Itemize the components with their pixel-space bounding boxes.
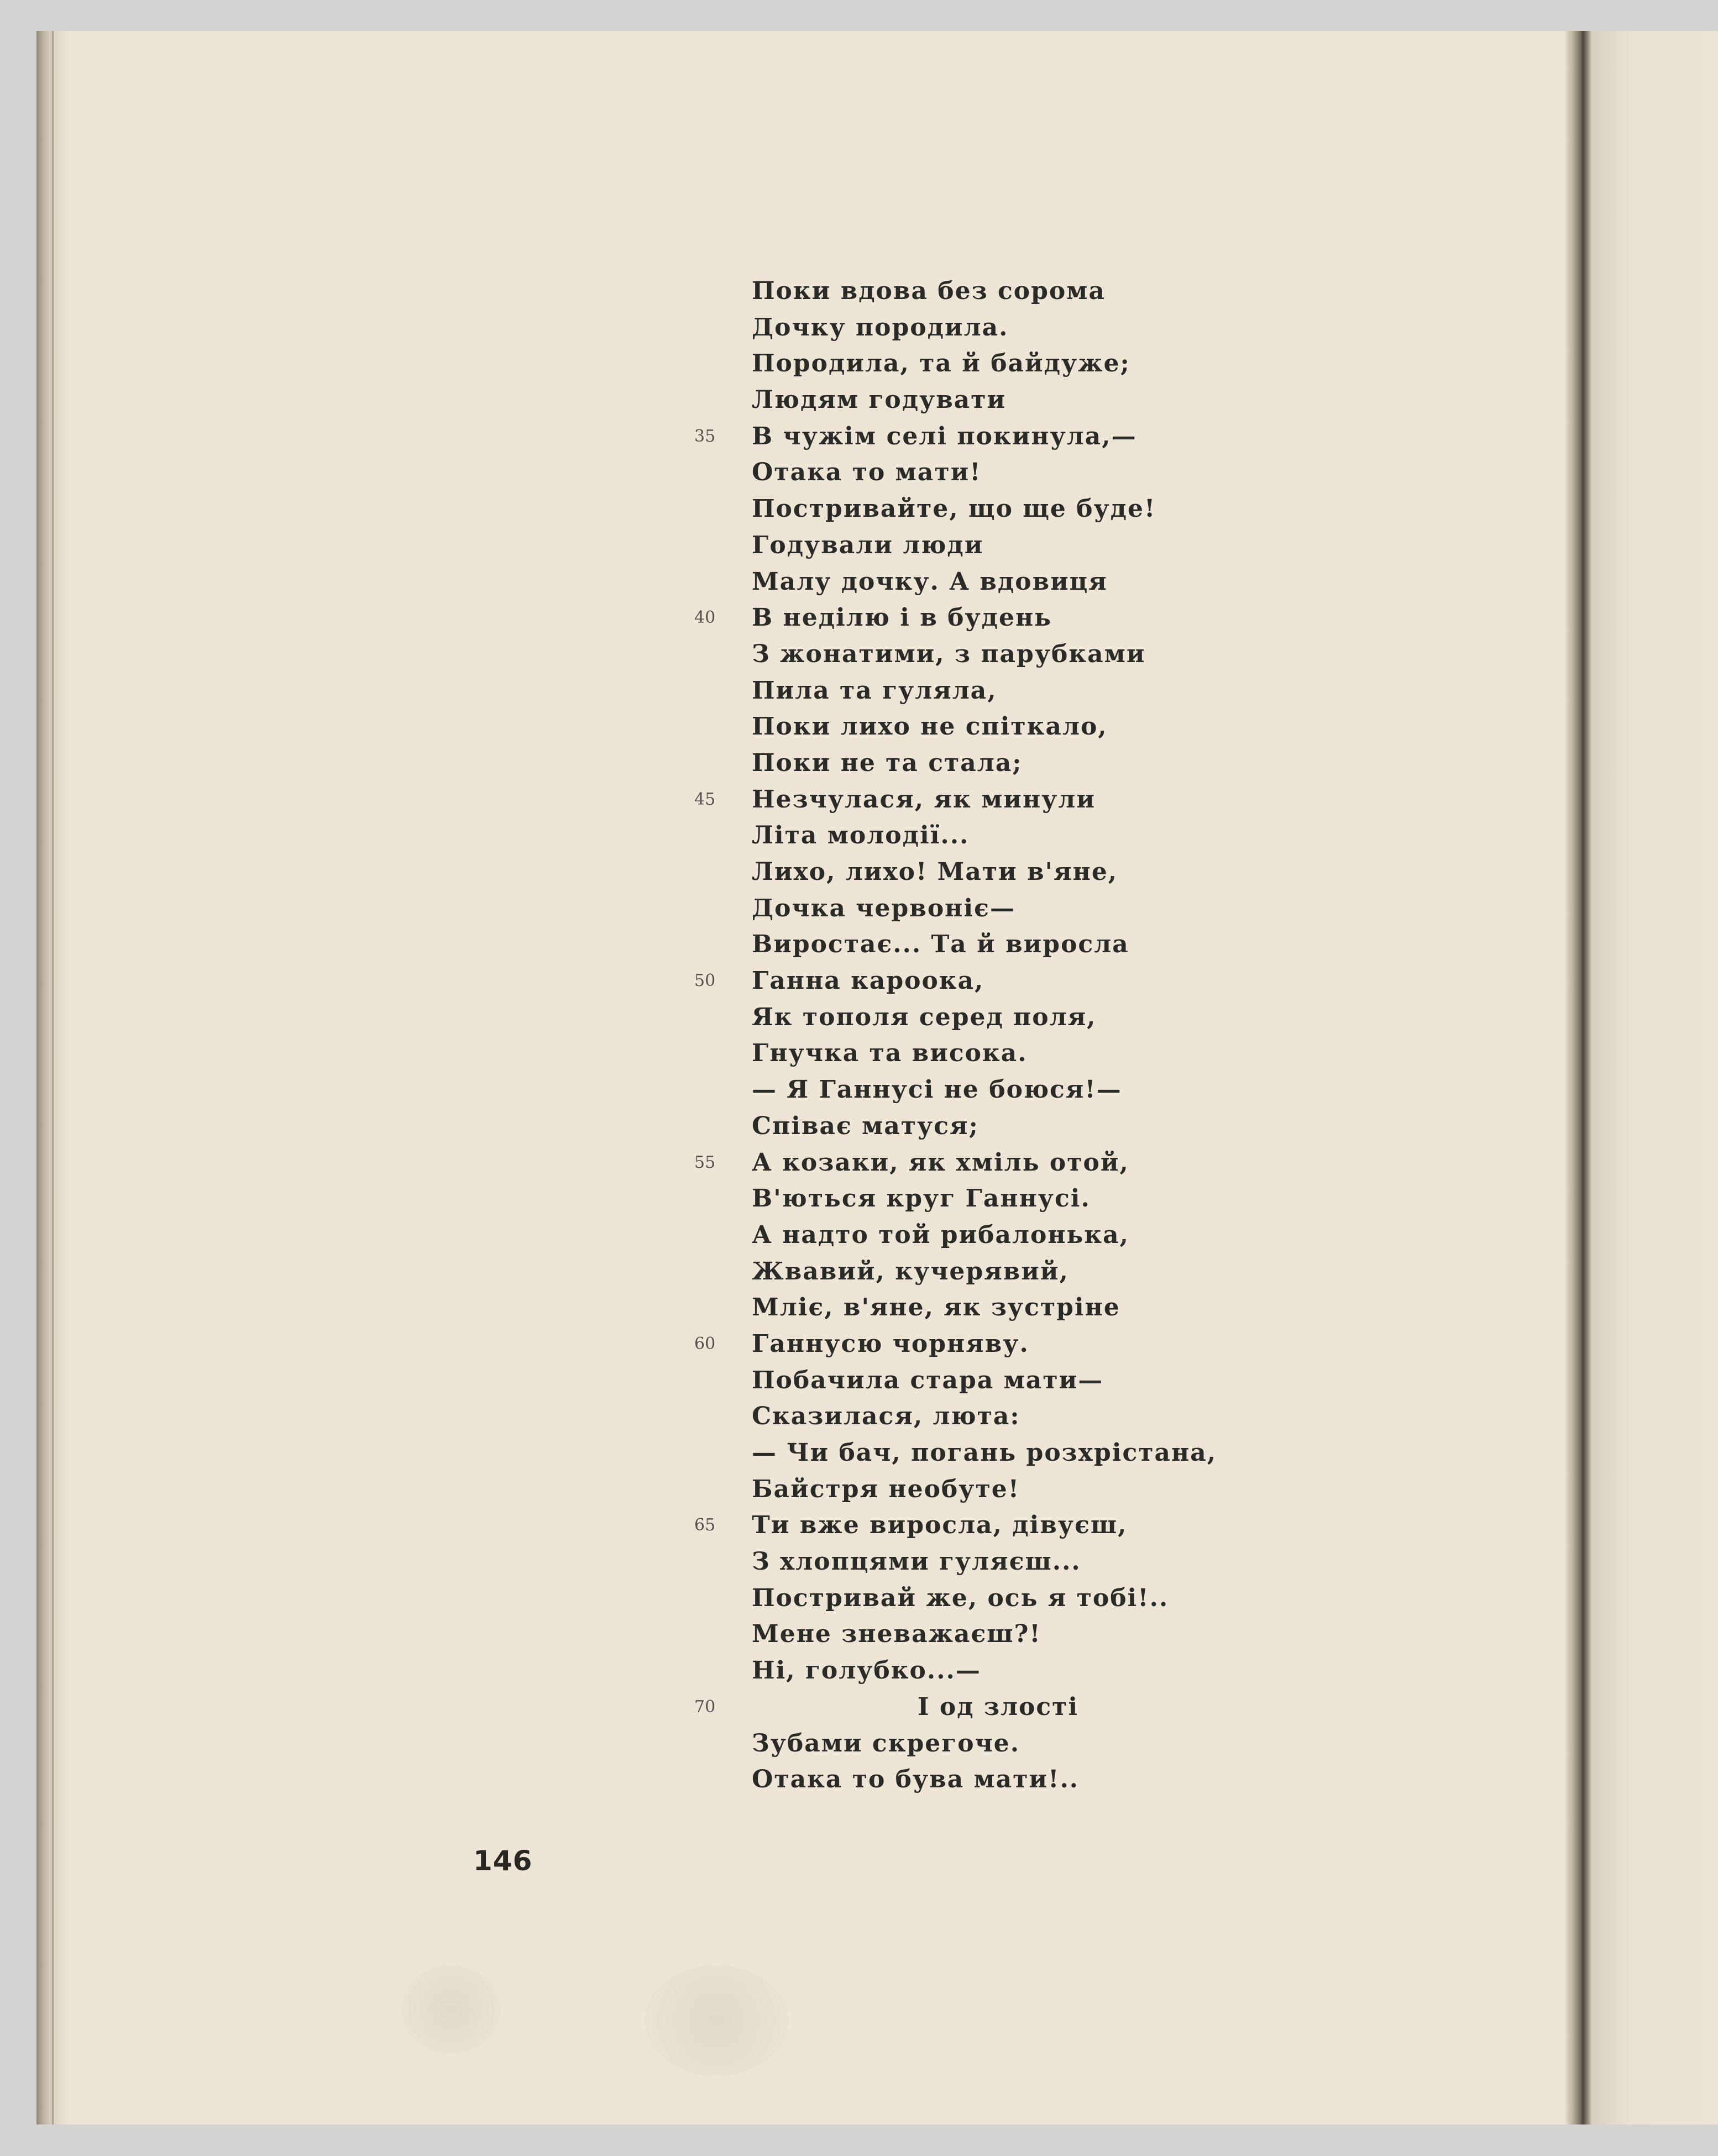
line-text: А козаки, як хміль отой, bbox=[752, 1148, 1129, 1177]
poem-line bbox=[694, 1326, 1217, 1362]
line-text: Сказилася, люта: bbox=[752, 1402, 1020, 1431]
line-text: В неділю і в будень bbox=[752, 604, 1052, 632]
poem-line bbox=[752, 1471, 1217, 1508]
poem-line bbox=[694, 1507, 1217, 1544]
line-text: Поки вдова без сорома bbox=[752, 277, 1106, 305]
poem-line bbox=[694, 1145, 1217, 1181]
poem-line bbox=[752, 310, 1217, 346]
poem-line bbox=[752, 1217, 1217, 1253]
poem-line bbox=[752, 1725, 1217, 1762]
line-text: Годували люди bbox=[752, 531, 984, 559]
book-page bbox=[36, 31, 1591, 2124]
line-text: Байстря необуте! bbox=[752, 1475, 1020, 1503]
line-number: 60 bbox=[694, 1334, 716, 1354]
poem-line bbox=[752, 636, 1217, 673]
poem-line bbox=[752, 890, 1217, 927]
adjacent-page bbox=[1591, 31, 1718, 2124]
line-text: Гнучка та висока. bbox=[752, 1039, 1028, 1068]
line-number: 45 bbox=[694, 789, 716, 809]
poem-line bbox=[752, 1362, 1217, 1399]
poem-line bbox=[752, 564, 1217, 600]
poem-line bbox=[752, 1544, 1217, 1580]
line-number: 35 bbox=[694, 426, 716, 446]
poem-line bbox=[752, 491, 1217, 527]
line-text: Породила, та й байдуже; bbox=[752, 349, 1130, 378]
paper-stain bbox=[645, 1965, 788, 2076]
line-text: А надто той рибалонька, bbox=[752, 1220, 1129, 1249]
line-text: Мене зневажаєш?! bbox=[752, 1620, 1041, 1649]
poem-line bbox=[752, 1653, 1217, 1689]
poem-line bbox=[752, 926, 1217, 963]
poem-line bbox=[752, 1181, 1217, 1217]
poem-line bbox=[752, 527, 1217, 564]
line-text: Малу дочку. А вдовиця bbox=[752, 567, 1108, 596]
line-text: В чужім селі покинула,— bbox=[752, 422, 1137, 450]
line-text: Людям годувати bbox=[752, 386, 1007, 415]
poem-text bbox=[694, 273, 1217, 1798]
poem-line bbox=[752, 345, 1217, 382]
line-text: Пила та гуляла, bbox=[752, 676, 997, 705]
poem-line bbox=[752, 1035, 1217, 1072]
line-text: З жонатими, з парубками bbox=[752, 639, 1146, 668]
poem-line bbox=[752, 1580, 1217, 1617]
poem-line bbox=[752, 673, 1217, 709]
line-text: Постривай же, ось я тобі!.. bbox=[752, 1583, 1169, 1612]
line-text: Ні, голубко...— bbox=[752, 1656, 981, 1685]
line-text: Дочка червоніє— bbox=[752, 894, 1015, 922]
poem-line bbox=[694, 963, 1217, 999]
paper-stain bbox=[401, 1965, 501, 2054]
line-text: Жвавий, кучерявий, bbox=[752, 1257, 1069, 1286]
line-text: І од злості bbox=[918, 1692, 1079, 1721]
page-number: 146 bbox=[473, 1845, 533, 1877]
line-text: Постривайте, що ще буде! bbox=[752, 495, 1156, 523]
poem-line bbox=[694, 600, 1217, 636]
line-number: 55 bbox=[694, 1152, 716, 1172]
line-text: Дочку породила. bbox=[752, 313, 1009, 342]
book-spine bbox=[1565, 31, 1591, 2124]
poem-line bbox=[752, 1398, 1217, 1435]
poem-line bbox=[752, 1761, 1217, 1798]
line-text: З хлопцями гуляєш... bbox=[752, 1548, 1081, 1576]
poem-line bbox=[752, 817, 1217, 854]
poem-line bbox=[752, 854, 1217, 890]
line-text: — Я Ганнусі не боюся!— bbox=[752, 1076, 1122, 1104]
poem-line bbox=[752, 454, 1217, 491]
poem-line bbox=[752, 273, 1217, 310]
line-number: 50 bbox=[694, 971, 716, 991]
poem-line bbox=[752, 1435, 1217, 1471]
poem-line bbox=[752, 382, 1217, 418]
line-text: Ти вже виросла, дівуєш, bbox=[752, 1511, 1128, 1540]
line-text: Виростає... Та й виросла bbox=[752, 930, 1129, 959]
line-text: Ганна кароока, bbox=[752, 967, 984, 995]
poem-line bbox=[694, 418, 1217, 455]
line-text: Співає матуся; bbox=[752, 1111, 979, 1140]
poem-line bbox=[752, 1616, 1217, 1653]
page-left-edge bbox=[36, 31, 70, 2124]
line-text: Отака то мати! bbox=[752, 458, 982, 487]
line-text: — Чи бач, погань розхрістана, bbox=[752, 1439, 1217, 1467]
line-text: Літа молодії... bbox=[752, 821, 970, 850]
line-text: Мліє, в'яне, як зустріне bbox=[752, 1293, 1120, 1322]
poem-line bbox=[752, 1253, 1217, 1290]
poem-line bbox=[694, 781, 1217, 818]
line-text: Зубами скрегоче. bbox=[752, 1729, 1020, 1758]
line-text: Поки не та стала; bbox=[752, 748, 1023, 777]
line-text: Незчулася, як минули bbox=[752, 785, 1096, 814]
line-text: Ганнусю чорняву. bbox=[752, 1329, 1029, 1358]
poem-line bbox=[752, 1289, 1217, 1326]
line-text: Лихо, лихо! Мати в'яне, bbox=[752, 858, 1118, 886]
poem-line bbox=[752, 1072, 1217, 1108]
line-number: 40 bbox=[694, 608, 716, 628]
line-number: 70 bbox=[694, 1697, 716, 1717]
line-text: Побачила стара мати— bbox=[752, 1366, 1104, 1394]
poem-line bbox=[752, 999, 1217, 1036]
line-number: 65 bbox=[694, 1515, 716, 1535]
poem-line bbox=[752, 709, 1217, 745]
poem-line bbox=[752, 745, 1217, 781]
line-text: Як тополя серед поля, bbox=[752, 1003, 1097, 1031]
poem-line bbox=[694, 1689, 1217, 1725]
poem-line bbox=[752, 1108, 1217, 1145]
line-text: Поки лихо не спіткало, bbox=[752, 712, 1108, 741]
line-text: В'ються круг Ганнусі. bbox=[752, 1184, 1091, 1213]
line-text: Отака то бува мати!.. bbox=[752, 1765, 1080, 1794]
